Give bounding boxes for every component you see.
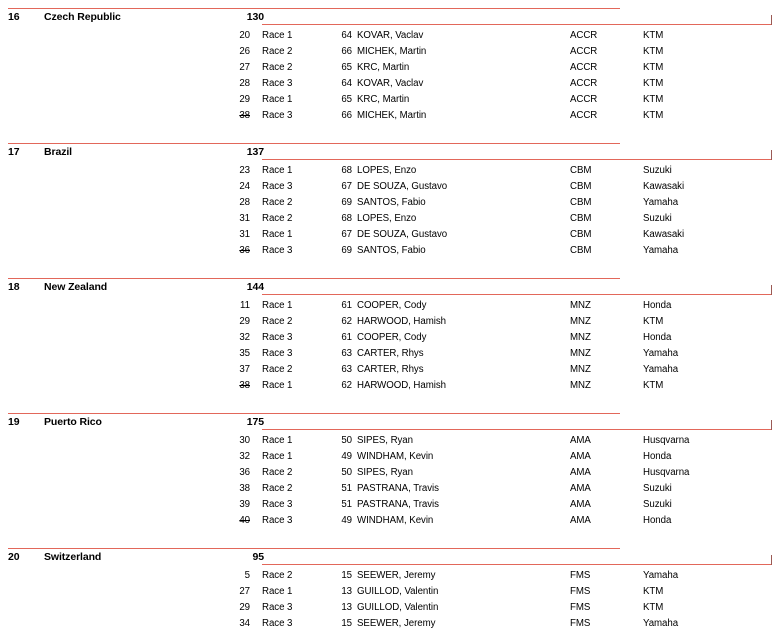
rider-race: Race 2 [262,46,293,57]
rider-bike: Husqvarna [643,435,690,446]
table-row [0,228,780,244]
rider-position: 27 [239,586,250,597]
rider-bike: KTM [643,586,664,597]
rider-position: 31 [239,229,250,240]
table-row [0,109,780,125]
nation-name: Brazil [44,146,72,158]
rider-bike: KTM [643,110,664,121]
rider-race: Race 3 [262,245,293,256]
rider-race: Race 2 [262,570,293,581]
rider-bike: Honda [643,451,672,462]
rider-position: 37 [239,364,250,375]
rider-position: 24 [239,181,250,192]
rider-federation: CBM [570,229,592,240]
nation-rank: 20 [8,551,20,563]
rider-position: 38 [239,483,250,494]
rider-name: DE SOUZA, Gustavo [357,229,448,240]
rider-bike: Suzuki [643,499,672,510]
rider-number: 15 [341,618,352,629]
rider-race: Race 1 [262,435,293,446]
rider-name: CARTER, Rhys [357,364,424,375]
rider-number: 49 [341,451,352,462]
rider-race: Race 2 [262,483,293,494]
nation-underline-rule [262,294,772,295]
rider-position: 28 [239,78,250,89]
rider-rows [0,296,780,395]
rider-race: Race 1 [262,586,293,597]
rider-number: 69 [341,245,352,256]
rider-rows [0,431,780,530]
nation-underline-rule [262,564,772,565]
rider-bike: Yamaha [643,348,679,359]
rider-name: SEEWER, Jeremy [357,570,436,581]
rider-bike: Suzuki [643,213,672,224]
rider-federation: FMS [570,618,591,629]
rider-position: 38 [239,110,250,121]
rider-name: GUILLOD, Valentin [357,586,439,597]
rider-federation: CBM [570,245,592,256]
rider-race: Race 1 [262,30,293,41]
rider-federation: AMA [570,483,591,494]
table-row [0,434,780,450]
rider-number: 49 [341,515,352,526]
rider-bike: Honda [643,332,672,343]
rider-bike: Suzuki [643,483,672,494]
rule-end-tick [771,420,772,430]
rider-race: Race 3 [262,110,293,121]
rider-number: 62 [341,316,352,327]
rider-position: 34 [239,618,250,629]
table-row [0,601,780,617]
nation-rank: 17 [8,146,20,158]
rider-number: 69 [341,197,352,208]
rider-number: 66 [341,110,352,121]
nation-rank: 19 [8,416,20,428]
rider-federation: MNZ [570,332,591,343]
rider-race: Race 3 [262,618,293,629]
rider-name: PASTRANA, Travis [357,499,439,510]
rider-federation: ACCR [570,110,598,121]
rider-name: SIPES, Ryan [357,435,413,446]
rider-position: 32 [239,451,250,462]
rider-name: WINDHAM, Kevin [357,515,434,526]
nation-points: 144 [246,281,264,293]
rider-race: Race 1 [262,380,293,391]
rider-name: HARWOOD, Hamish [357,316,446,327]
rider-number: 63 [341,364,352,375]
rider-bike: KTM [643,316,664,327]
rider-position: 32 [239,332,250,343]
rider-federation: FMS [570,570,591,581]
table-row [0,363,780,379]
rider-federation: CBM [570,181,592,192]
table-row [0,61,780,77]
rider-bike: KTM [643,62,664,73]
table-row [0,482,780,498]
rider-number: 13 [341,586,352,597]
rider-position: 36 [239,245,250,256]
nation-points: 130 [246,11,264,23]
rider-bike: KTM [643,94,664,105]
rider-race: Race 2 [262,197,293,208]
rider-race: Race 2 [262,213,293,224]
rider-federation: MNZ [570,348,591,359]
rider-name: DE SOUZA, Gustavo [357,181,448,192]
rider-name: KRC, Martin [357,62,410,73]
rider-name: SIPES, Ryan [357,467,413,478]
rider-name: KRC, Martin [357,94,410,105]
rider-federation: AMA [570,499,591,510]
rule-end-tick [771,15,772,25]
rider-federation: ACCR [570,46,598,57]
rider-name: MICHEK, Martin [357,110,427,121]
nation-underline-rule [262,159,772,160]
rider-federation: MNZ [570,364,591,375]
rider-name: LOPES, Enzo [357,165,417,176]
rider-number: 62 [341,380,352,391]
rider-number: 51 [341,499,352,510]
table-row [0,196,780,212]
rider-position: 20 [239,30,250,41]
rule-end-tick [771,150,772,160]
table-row [0,180,780,196]
rider-name: PASTRANA, Travis [357,483,439,494]
table-row [0,379,780,395]
rider-federation: ACCR [570,30,598,41]
rule-end-tick [771,285,772,295]
table-row [0,498,780,514]
rider-position: 36 [239,467,250,478]
rider-position: 29 [239,94,250,105]
rider-name: SANTOS, Fabio [357,197,426,208]
table-row [0,45,780,61]
rider-bike: Yamaha [643,197,679,208]
rider-position: 29 [239,602,250,613]
nation-points: 137 [246,146,264,158]
rider-federation: AMA [570,435,591,446]
rider-race: Race 1 [262,300,293,311]
nation-rank: 16 [8,11,20,23]
rider-race: Race 3 [262,78,293,89]
rider-bike: KTM [643,78,664,89]
rider-position: 5 [244,570,250,581]
rider-race: Race 2 [262,316,293,327]
rider-name: HARWOOD, Hamish [357,380,446,391]
rider-position: 28 [239,197,250,208]
rider-federation: FMS [570,586,591,597]
rider-federation: CBM [570,197,592,208]
rider-number: 65 [341,62,352,73]
table-row [0,585,780,601]
rider-bike: KTM [643,380,664,391]
nation-rank: 18 [8,281,20,293]
rider-number: 15 [341,570,352,581]
nation-underline-rule [262,24,772,25]
rider-race: Race 2 [262,364,293,375]
rider-number: 61 [341,300,352,311]
rider-federation: ACCR [570,62,598,73]
table-row [0,347,780,363]
table-row [0,466,780,482]
rider-federation: AMA [570,515,591,526]
rider-bike: Suzuki [643,165,672,176]
rider-number: 65 [341,94,352,105]
rider-race: Race 1 [262,229,293,240]
rider-number: 51 [341,483,352,494]
rider-position: 23 [239,165,250,176]
rider-number: 50 [341,435,352,446]
rider-race: Race 3 [262,515,293,526]
rider-federation: MNZ [570,300,591,311]
table-row [0,450,780,466]
rider-race: Race 3 [262,332,293,343]
table-row [0,569,780,585]
rider-bike: Yamaha [643,570,679,581]
table-row [0,164,780,180]
rider-number: 67 [341,229,352,240]
rider-name: LOPES, Enzo [357,213,417,224]
rider-federation: CBM [570,213,592,224]
rider-federation: ACCR [570,94,598,105]
nation-name: Czech Republic [44,11,121,23]
rider-position: 11 [240,300,250,311]
table-row [0,77,780,93]
rider-bike: Honda [643,515,672,526]
rider-number: 67 [341,181,352,192]
table-row [0,331,780,347]
rider-position: 26 [239,46,250,57]
rider-name: SEEWER, Jeremy [357,618,436,629]
nation-points: 175 [246,416,264,428]
rider-bike: Yamaha [643,618,679,629]
rider-bike: Yamaha [643,364,679,375]
rider-bike: KTM [643,30,664,41]
table-row [0,617,780,633]
rule-end-tick [771,555,772,565]
rider-bike: Kawasaki [643,229,685,240]
nation-underline-rule [262,429,772,430]
rider-race: Race 1 [262,94,293,105]
rider-federation: FMS [570,602,591,613]
rider-bike: KTM [643,602,664,613]
nation-name: Puerto Rico [44,416,102,428]
rider-federation: ACCR [570,78,598,89]
rider-name: WINDHAM, Kevin [357,451,434,462]
rider-number: 64 [341,30,352,41]
rider-federation: MNZ [570,380,591,391]
rider-bike: Honda [643,300,672,311]
rider-federation: AMA [570,451,591,462]
rider-position: 38 [239,380,250,391]
rider-race: Race 2 [262,467,293,478]
nation-name: New Zealand [44,281,108,293]
rider-rows [0,26,780,125]
rider-rows [0,161,780,260]
table-row [0,212,780,228]
rider-race: Race 1 [262,165,293,176]
rider-name: CARTER, Rhys [357,348,424,359]
rider-race: Race 2 [262,62,293,73]
rider-name: COOPER, Cody [357,300,427,311]
table-row [0,93,780,109]
nation-name: Switzerland [44,551,102,563]
rider-name: MICHEK, Martin [357,46,427,57]
rider-number: 68 [341,213,352,224]
rider-number: 13 [341,602,352,613]
rider-bike: KTM [643,46,664,57]
rider-position: 40 [239,515,250,526]
rider-position: 29 [239,316,250,327]
rider-race: Race 3 [262,181,293,192]
rider-race: Race 1 [262,451,293,462]
table-row [0,244,780,260]
rider-bike: Yamaha [643,245,679,256]
rider-race: Race 3 [262,499,293,510]
rider-name: KOVAR, Vaclav [357,78,424,89]
rider-federation: CBM [570,165,592,176]
rider-number: 68 [341,165,352,176]
rider-bike: Kawasaki [643,181,685,192]
rider-bike: Husqvarna [643,467,690,478]
rider-race: Race 3 [262,348,293,359]
rider-number: 66 [341,46,352,57]
rider-name: GUILLOD, Valentin [357,602,439,613]
nation-points: 95 [252,551,264,563]
rider-position: 27 [239,62,250,73]
rider-position: 30 [239,435,250,446]
table-row [0,29,780,45]
rider-race: Race 3 [262,602,293,613]
rider-position: 35 [239,348,250,359]
rider-position: 39 [239,499,250,510]
table-row [0,514,780,530]
rider-number: 63 [341,348,352,359]
rider-name: SANTOS, Fabio [357,245,426,256]
rider-rows [0,566,780,633]
rider-position: 31 [239,213,250,224]
rider-name: COOPER, Cody [357,332,427,343]
table-row [0,299,780,315]
rider-number: 61 [341,332,352,343]
rider-number: 50 [341,467,352,478]
rider-federation: AMA [570,467,591,478]
rider-name: KOVAR, Vaclav [357,30,424,41]
rider-federation: MNZ [570,316,591,327]
table-row [0,315,780,331]
rider-number: 64 [341,78,352,89]
